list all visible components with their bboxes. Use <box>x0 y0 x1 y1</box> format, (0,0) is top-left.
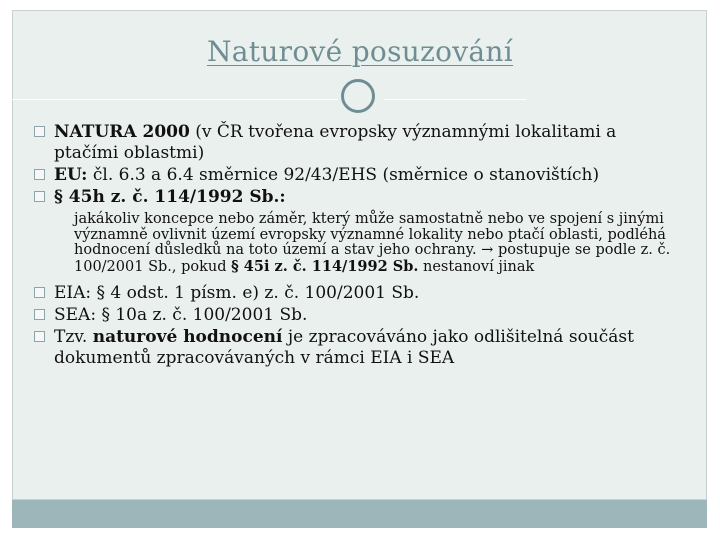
bullet-text: (v ČR tvořena evropsky významnými lokalitami a ptačími oblastmi) <box>54 122 617 163</box>
bullet-text: čl. 6.3 a 6.4 směrnice 92/43/EHS (směrnice o stanovištích) <box>87 165 600 185</box>
bullet-text: EIA: § 4 odst. 1 písm. e) z. č. 100/2001 Sb. <box>54 283 420 303</box>
sub-item-45h <box>34 212 674 275</box>
square-bullet-icon <box>34 331 45 342</box>
bullet-bold: § 45h z. č. 114/1992 Sb.: <box>54 187 286 207</box>
bullet-list <box>34 122 684 370</box>
bullet-naturove-hodnoceni <box>34 327 684 369</box>
bullet-text: SEA: § 10a z. č. 100/2001 Sb. <box>54 305 308 325</box>
bullet-eu <box>34 165 684 186</box>
bullet-bold: naturové hodnocení <box>92 327 283 347</box>
square-bullet-icon <box>34 309 45 320</box>
sub-text: jakákoliv koncepce nebo záměr, který může samostatně nebo ve spojení s jinými významně ovlivnit území evropsky významné lokality nebo ptačí oblasti, podléhá hodnocení důsledků na toto území a stav jeho ochrany. → postupuje se podle z. č. 100/2001 Sb., pokud <box>74 211 671 275</box>
square-bullet-icon <box>34 169 45 180</box>
bullet-text: je zpracováváno jako odlišitelná součást dokumentů zpracovávaných v rámci EIA i SEA <box>54 327 634 368</box>
title-rule-right <box>384 99 526 100</box>
sub-bold: § 45i z. č. 114/1992 Sb. <box>231 257 419 275</box>
circle-ornament-icon <box>341 79 375 113</box>
bullet-eia <box>34 283 684 304</box>
square-bullet-icon <box>34 287 45 298</box>
bullet-natura <box>34 122 684 164</box>
sub-tail: nestanoví jinak <box>418 258 535 275</box>
footer-bar <box>12 500 707 528</box>
title-rule-left <box>12 99 338 100</box>
slide-title: Naturové posuzování <box>206 35 513 68</box>
bullet-45h <box>34 187 684 208</box>
square-bullet-icon <box>34 191 45 202</box>
bullet-prefix: Tzv. <box>54 327 93 347</box>
bullet-bold: EU: <box>54 165 88 185</box>
square-bullet-icon <box>34 126 45 137</box>
bullet-sea <box>34 305 684 326</box>
bullet-bold: NATURA 2000 <box>54 122 190 142</box>
